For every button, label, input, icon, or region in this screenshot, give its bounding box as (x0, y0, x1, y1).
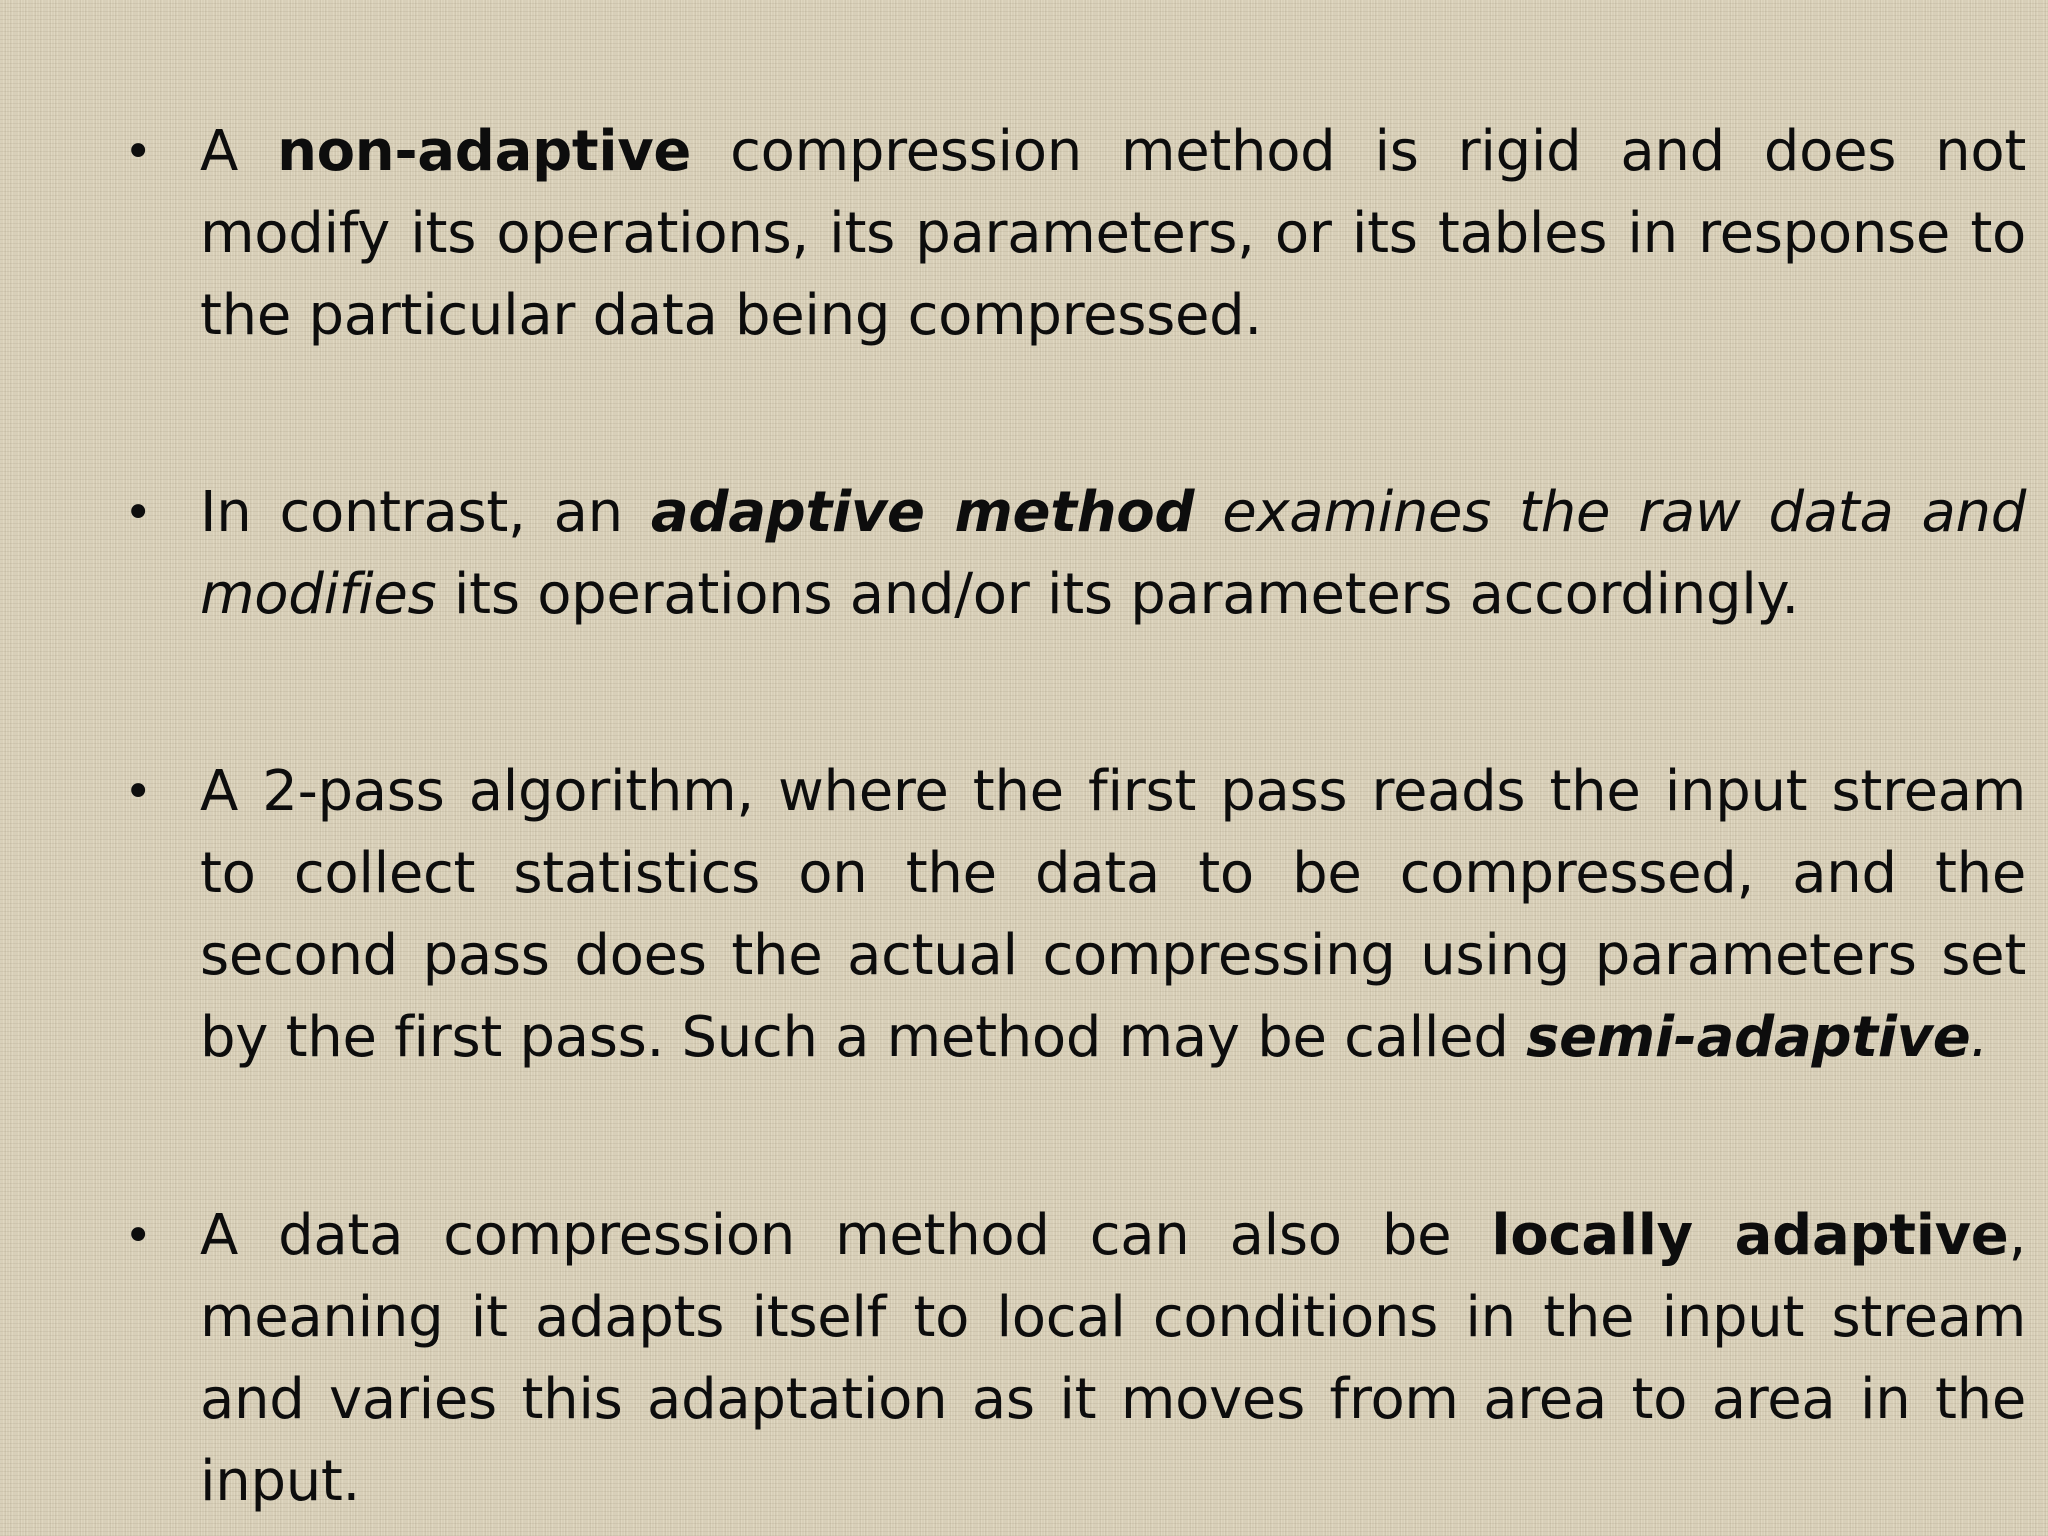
bullet-text-rest: its operations and/or its parameters accordingly. (436, 562, 1799, 627)
bullet-text-lead: In contrast, an (200, 480, 651, 545)
term-adaptive-method: adaptive method (650, 480, 1195, 545)
bullet-text-lead: A (200, 119, 278, 184)
bullet-text-rest: compression method is rigid and does not modify its operations, its parameters, or its tables in response to the particular data being compressed. (200, 119, 2026, 348)
bullet-item-non-adaptive (124, 111, 2026, 357)
bullet-text-trail: . (1970, 1005, 1988, 1070)
bullet-icon: • (124, 764, 153, 820)
term-non-adaptive: non-adaptive (277, 119, 692, 184)
bullet-item-locally-adaptive (124, 1195, 2026, 1523)
term-semi-adaptive: semi-adaptive (1526, 1005, 1971, 1070)
bullet-icon: • (124, 485, 153, 541)
bullet-text-lead: A 2-pass algorithm, where the first pass reads the input stream to collect statistics on the data to be compressed, and the second pass does the actual compressing using parameters set by the first pass. Such a method may be called (200, 759, 2026, 1070)
bullet-text-lead: A data compression method can also be (200, 1203, 1492, 1268)
bullet-icon: • (124, 1208, 153, 1264)
bullet-icon: • (124, 124, 153, 180)
bullet-text-italic: examines the raw data and modifies (200, 480, 2026, 627)
bullet-text-rest: , meaning it adapts itself to local conditions in the input stream and varies this adaptation as it moves from area to area in the input. (200, 1203, 2026, 1514)
bullet-item-semi-adaptive (124, 751, 2026, 1079)
term-locally-adaptive: locally adaptive (1491, 1203, 2009, 1268)
bullet-item-adaptive (124, 472, 2026, 636)
